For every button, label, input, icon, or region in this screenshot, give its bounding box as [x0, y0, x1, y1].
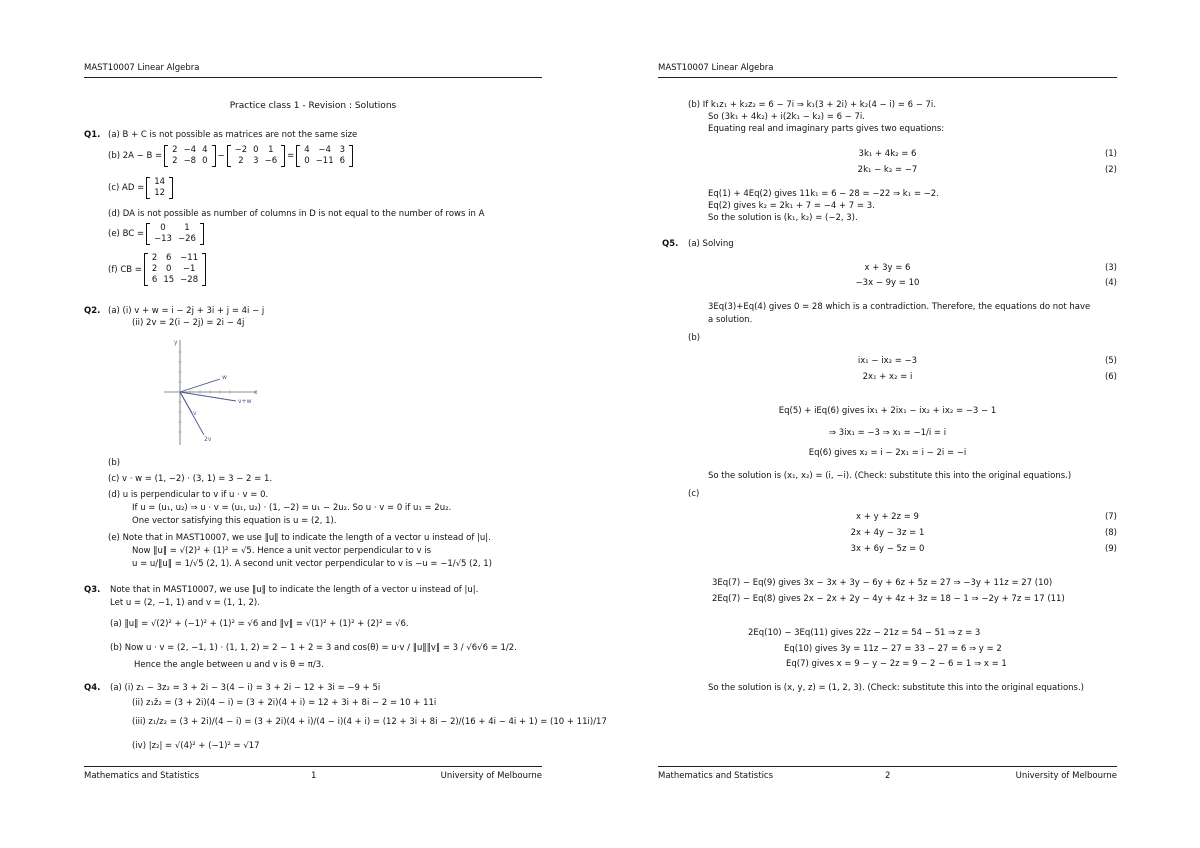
vector-graph — [164, 335, 264, 450]
matrix-cell: 3 — [253, 156, 259, 166]
eq-5: ix₁ − ix₂ = −3 — [857, 356, 918, 366]
eq-1-number: (1) — [1104, 149, 1117, 159]
q4b-l3: Equating real and imaginary parts gives two equations: — [708, 124, 945, 134]
q5-a: (a) Solving — [688, 239, 734, 249]
matrix-cell: 1 — [184, 223, 190, 233]
matrix-cell: 12 — [154, 188, 166, 198]
matrix-cell: 14 — [154, 177, 166, 187]
q4b-l4: Eq(1) + 4Eq(2) gives 11k₁ = 6 − 28 = −22 ⇒ k₁ = −2. — [708, 189, 939, 199]
page-number: 1 — [311, 771, 317, 781]
matrix-q1b-1 — [164, 145, 215, 167]
matrix-cell: −8 — [183, 156, 197, 166]
q1-a: (a) B + C is not possible as matrices are not the same size — [108, 130, 358, 140]
matrix-cell: −2 — [234, 145, 248, 155]
footer-right: University of Melbourne — [440, 771, 542, 781]
matrix-cell: −11 — [180, 253, 199, 263]
matrix-row — [151, 223, 199, 234]
q1-e — [108, 223, 206, 245]
q4-ii: (ii) z₁z̄₂ = (3 + 2i)(4 − i) = (3 + 2i)(4 + i) = 12 + 3i + 8i − 2 = 10 + 11i — [132, 698, 437, 708]
q5-c2: 2Eq(7) − Eq(8) gives 2x − 2x + 2y − 4y + 4z + 3z = 18 − 1 ⇒ −2y + 7z = 17 (11) — [712, 594, 1065, 604]
matrix-cell: 2 — [238, 156, 244, 166]
matrix-cell: 6 — [151, 275, 158, 285]
q2-a1: (a) (i) v + w = i − 2j + 3i + j = 4i − j — [108, 306, 265, 316]
q1-f-prefix: (f) CB = — [108, 264, 142, 275]
q5-label: Q5. — [662, 239, 679, 249]
matrix-row — [232, 145, 280, 156]
vector-2v — [180, 392, 204, 435]
q3-label: Q3. — [84, 585, 101, 595]
q5-c4: Eq(10) gives 3y = 11z − 27 = 33 − 27 = 6 ⇒ y = 2 — [784, 644, 1002, 654]
matrix-cell: 4 — [304, 145, 310, 155]
matrix-row — [151, 234, 199, 245]
q1-b-prefix: (b) 2A − B = — [108, 151, 163, 161]
matrix-cell: 3 — [339, 145, 346, 155]
matrix-cell: 2 — [172, 145, 178, 155]
matrix-q1e — [146, 223, 204, 245]
equals-sign: = — [287, 151, 295, 161]
matrix-row — [232, 156, 280, 167]
q4b-l5: Eq(2) gives k₂ = 2k₁ + 7 = −4 + 7 = 3. — [708, 201, 875, 211]
2v-label: 2v — [204, 436, 212, 443]
q2-e3: u = u/‖u‖ = 1/√5 (2, 1). A second unit vector perpendicular to v is −u = −1/√5 (2, 1) — [132, 559, 492, 569]
eq-1: 3k₁ + 4k₂ = 6 — [858, 149, 917, 159]
page-header: MAST10007 Linear Algebra — [84, 62, 542, 78]
q5-c3: 2Eq(10) − 3Eq(11) gives 22z − 21z = 54 − 51 ⇒ z = 3 — [748, 628, 981, 638]
q5-c6: So the solution is (x, y, z) = (1, 2, 3). (Check: substitute this into the original equations.) — [708, 683, 1084, 693]
matrix-cell: 0 — [253, 145, 259, 155]
matrix-cell: 2 — [151, 264, 158, 274]
eq-7-number: (7) — [1104, 512, 1117, 522]
matrix-row — [149, 264, 201, 275]
q2-e1: (e) Note that in MAST10007, we use ‖u‖ to indicate the length of a vector u instead of |u|. — [108, 533, 491, 543]
eq-4-number: (4) — [1104, 278, 1117, 288]
q1-c-prefix: (c) AD = — [108, 183, 145, 193]
q2-d3: One vector satisfying this equation is u = (2, 1). — [132, 516, 337, 526]
matrix-cell: −26 — [177, 234, 196, 244]
footer-right: University of Melbourne — [1015, 771, 1117, 781]
q5-b3: Eq(6) gives x₂ = i − 2x₁ = i − 2i = −i — [808, 448, 967, 458]
q5-a1: 3Eq(3)+Eq(4) gives 0 = 28 which is a contradiction. Therefore, the equations do not have — [708, 302, 1091, 312]
eq-3: x + 3y = 6 — [864, 263, 911, 273]
q4b-l6: So the solution is (k₁, k₂) = (−2, 3). — [708, 213, 858, 223]
q3-intro: Note that in MAST10007, we use ‖u‖ to indicate the length of a vector u instead of |u|. — [110, 585, 479, 595]
matrix-row — [149, 253, 201, 264]
eq-2-number: (2) — [1104, 165, 1117, 175]
matrix-cell: −6 — [264, 156, 278, 166]
eq-9: 3x + 6y − 5z = 0 — [850, 544, 925, 554]
eq-4: −3x − 9y = 10 — [855, 278, 920, 288]
matrix-cell: 1 — [268, 145, 274, 155]
q3-let: Let u = (2, −1, 1) and v = (1, 1, 2). — [110, 598, 260, 608]
footer-left: Mathematics and Statistics — [658, 771, 774, 781]
q2-d1: (d) u is perpendicular to v if u · v = 0. — [108, 490, 269, 500]
matrix-cell: 0 — [166, 264, 172, 274]
q1-f — [108, 253, 208, 286]
q2-e2: Now ‖u‖ = √(2)² + (1)² = √5. Hence a unit vector perpendicular to v is — [132, 546, 432, 556]
q1-d: (d) DA is not possible as number of columns in D is not equal to the number of rows in A — [108, 209, 485, 219]
minus-sign: − — [217, 151, 225, 161]
matrix-cell: −1 — [182, 264, 196, 274]
eq-7: x + y + 2z = 9 — [856, 512, 919, 522]
eq-8: 2x + 4y − 3z = 1 — [850, 528, 925, 538]
page-1 — [84, 0, 607, 848]
page-title: Practice class 1 - Revision : Solutions — [229, 101, 397, 111]
matrix-q1b-2 — [227, 145, 285, 167]
matrix-cell: −4 — [318, 145, 331, 155]
q3-b: (b) Now u · v = (2, −1, 1) · (1, 1, 2) = 2 − 1 + 2 = 3 and cos(θ) = u·v / ‖u‖‖v‖ = 3 / √6√6 = 1/2. — [110, 643, 517, 653]
eq-6: 2x₁ + x₂ = i — [862, 372, 913, 382]
matrix-cell: 0 — [304, 156, 310, 166]
q4-a: (a) (i) z₁ − 3z₂ = 3 + 2i − 3(4 − i) = 3 + 2i − 12 + 3i = −9 + 5i — [110, 683, 381, 693]
q5-c5: Eq(7) gives x = 9 − y − 2z = 9 − 2 − 6 = 1 ⇒ x = 1 — [786, 659, 1007, 669]
matrix-cell: 2 — [151, 253, 158, 263]
page-footer — [658, 766, 1117, 782]
q2-c: (c) v · w = (1, −2) · (3, 1) = 3 − 2 = 1. — [108, 474, 273, 484]
eq-6-number: (6) — [1104, 372, 1117, 382]
matrix-cell: −4 — [183, 145, 197, 155]
matrix-cell: 4 — [202, 145, 208, 155]
y-axis-label: y — [174, 339, 178, 346]
q3-b2: Hence the angle between u and v is θ = π/3. — [134, 660, 324, 670]
q4-iv: (iv) |z₂| = √(4)² + (−1)² = √17 — [132, 741, 260, 751]
q5-b4: So the solution is (x₁, x₂) = (i, −i). (Check: substitute this into the original equations.) — [708, 471, 1072, 481]
matrix-cell: 0 — [160, 223, 166, 233]
q2-label: Q2. — [84, 306, 101, 316]
q2-a2: (ii) 2v = 2(i − 2j) = 2i − 4j — [132, 318, 245, 328]
eq-2: 2k₁ − k₂ = −7 — [857, 165, 918, 175]
q1-b — [108, 145, 355, 167]
eq-5-number: (5) — [1104, 356, 1117, 366]
page-2 — [658, 0, 1117, 848]
q5-b: (b) — [688, 333, 701, 343]
vector-v-plus-w — [180, 392, 236, 401]
q5-c1: 3Eq(7) − Eq(9) gives 3x − 3x + 3y − 6y + 6z + 5z = 27 ⇒ −3y + 11z = 27 (10) — [712, 578, 1053, 588]
q4b-l2: So (3k₁ + 4k₂) + i(2k₁ − k₂) = 6 − 7i. — [708, 112, 865, 122]
footer-left: Mathematics and Statistics — [84, 771, 200, 781]
eq-9-number: (9) — [1104, 544, 1117, 554]
matrix-cell: 2 — [172, 156, 178, 166]
matrix-row — [169, 145, 210, 156]
matrix-cell: −28 — [180, 275, 199, 285]
matrix-row — [169, 156, 210, 167]
matrix-cell: 6 — [166, 253, 172, 263]
q2-d2: If u = (u₁, u₂) ⇒ u · v = (u₁, u₂) · (1, −2) = u₁ − 2u₂. So u · v = 0 if u₁ = 2u₂. — [132, 503, 452, 513]
q4b-l1: (b) If k₁z₁ + k₂z₂ = 6 − 7i ⇒ k₁(3 + 2i) + k₂(4 − i) = 6 − 7i. — [688, 100, 936, 110]
q1-c — [108, 177, 175, 199]
matrix-cell: 0 — [202, 156, 208, 166]
page-footer — [84, 766, 542, 782]
x-axis-label: x — [254, 389, 258, 396]
eq-3-number: (3) — [1104, 263, 1117, 273]
q1-label: Q1. — [84, 130, 101, 140]
q3-a: (a) ‖u‖ = √(2)² + (−1)² + (1)² = √6 and ‖v‖ = √(1)² + (1)² + (2)² = √6. — [110, 619, 409, 629]
matrix-row — [151, 188, 168, 199]
vw-label: v+w — [238, 398, 252, 405]
q5-c: (c) — [688, 489, 700, 499]
w-label: w — [222, 374, 227, 381]
q4-label: Q4. — [84, 683, 101, 693]
q1-e-prefix: (e) BC = — [108, 229, 145, 239]
q4-iii: (iii) z₁/z₂ = (3 + 2i)/(4 − i) = (3 + 2i)(4 + i)/(4 − i)(4 + i) = (12 + 3i + 8i − 2)/(16 + 4i − 4i + 1) = (10 + 11i)/17 — [132, 717, 607, 727]
eq-8-number: (8) — [1104, 528, 1117, 538]
q5-b1: Eq(5) + iEq(6) gives ix₁ + 2ix₁ − ix₂ + ix₂ = −3 − 1 — [778, 406, 997, 416]
matrix-row — [301, 156, 348, 167]
matrix-row — [301, 145, 348, 156]
page-header: MAST10007 Linear Algebra — [658, 62, 1117, 78]
matrix-cell: 6 — [339, 156, 346, 166]
matrix-q1c — [146, 177, 173, 199]
matrix-row — [149, 275, 201, 286]
page-number: 2 — [885, 771, 891, 781]
v-label: v — [193, 410, 197, 417]
matrix-row — [151, 177, 168, 188]
matrix-cell: 15 — [163, 275, 175, 285]
q2-b: (b) — [108, 458, 121, 468]
matrix-cell: −13 — [154, 234, 172, 244]
matrix-q1f — [144, 253, 206, 286]
q5-b2: ⇒ 3ix₁ = −3 ⇒ x₁ = −1/i = i — [828, 428, 947, 438]
matrix-cell: −11 — [315, 156, 334, 166]
q5-a2: a solution. — [708, 315, 753, 325]
matrix-q1b-3 — [296, 145, 353, 167]
